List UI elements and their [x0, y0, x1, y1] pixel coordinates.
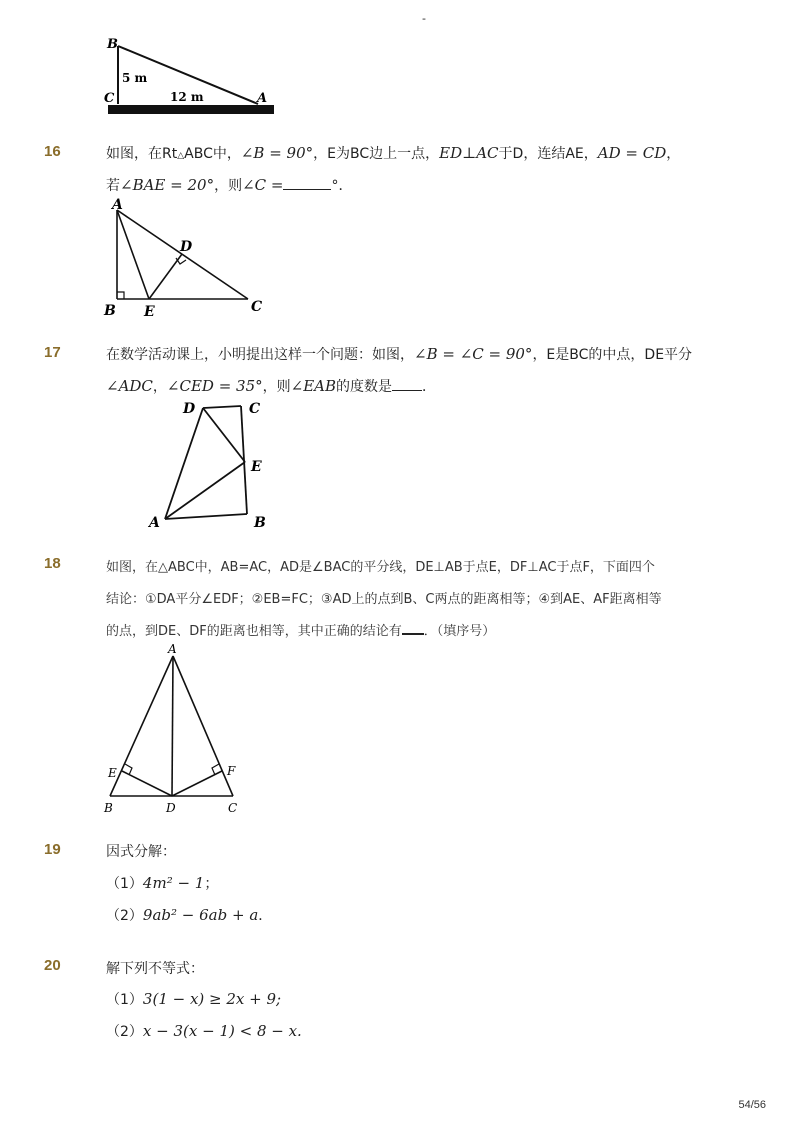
q18-line1: 如图，在△ABC中，AB=AC，AD是∠BAC的平分线，DE⊥AB于点E，DF⊥AC于点F，下面四个	[106, 560, 655, 575]
part-label: （1）	[106, 992, 143, 1008]
fig18-label-d: D	[166, 801, 176, 815]
q16-text: ，	[666, 146, 681, 162]
fig18-label-e: E	[108, 766, 117, 780]
fig16-label-e: E	[144, 304, 155, 320]
question-number: 17	[44, 344, 61, 361]
q19-math: 4m² − 1	[142, 874, 205, 892]
q17-math: ∠EAB	[290, 377, 336, 395]
fig18-ab	[110, 656, 173, 796]
fig16-ae	[117, 210, 149, 299]
q19-math: 9ab² − 6ab + a	[142, 906, 259, 924]
q19-part1	[106, 873, 218, 893]
q20-part1	[106, 989, 281, 1009]
fig17-ba	[165, 514, 247, 519]
triangle-icon: △	[177, 151, 185, 161]
figure-q17	[145, 396, 275, 536]
question-number: 19	[44, 841, 61, 858]
q20-math: 3(1 − x) ≥ 2x + 9;	[142, 990, 282, 1008]
fig17-de	[203, 408, 245, 462]
q17-text: ，E是BC的中点，DE平分	[532, 347, 693, 363]
q16-text: °．	[331, 178, 353, 194]
q17-text: ，	[152, 379, 167, 395]
q18-text: ．（填序号）	[423, 624, 496, 639]
q20-math: x − 3(x − 1) < 8 − x.	[142, 1022, 302, 1040]
q16-math: AD = CD	[597, 144, 667, 162]
top-mark: -	[422, 12, 426, 25]
fig17-label-b: B	[254, 515, 266, 531]
q17-math: ∠ADC	[106, 377, 153, 395]
q19-text: ．	[258, 908, 273, 924]
q19-part2	[106, 905, 272, 925]
fig16-right-angle-b	[117, 292, 124, 299]
q20-part2	[106, 1021, 302, 1041]
q16-text: ABC中，	[184, 146, 241, 162]
q16-text: 若	[106, 178, 120, 194]
part-label: （2）	[106, 1024, 143, 1040]
fig15-label-c: C	[104, 91, 115, 106]
fig18-label-b: B	[104, 801, 113, 815]
fig16-label-d: D	[180, 239, 193, 255]
answer-blank	[392, 378, 422, 391]
q16-text: ，E为BC边上一点，	[313, 146, 440, 162]
q17-line1	[106, 344, 692, 364]
fig17-label-c: C	[249, 401, 261, 417]
q16-line2	[106, 175, 352, 195]
q16-text: 如图，在Rt	[106, 146, 178, 162]
fig18-ad	[172, 656, 173, 796]
fig15-label-bc: 5 m	[122, 71, 148, 85]
fig17-label-a: A	[149, 515, 160, 531]
figure-q16	[100, 196, 270, 322]
q16-math: ED⊥AC	[439, 144, 499, 162]
answer-blank	[283, 177, 331, 190]
q16-math: ∠C =	[242, 176, 284, 194]
q18-line2: 结论：①DA平分∠EDF；②EB=FC；③AD上的点到B、C两点的距离相等；④到AE、AF距离相等	[106, 592, 662, 607]
part-label: （2）	[106, 908, 143, 924]
figure-q15	[100, 34, 285, 119]
fig17-label-e: E	[251, 459, 262, 475]
fig17-label-d: D	[183, 401, 196, 417]
q17-text: 的度数是	[336, 379, 392, 395]
q16-math: ∠BAE = 20°	[120, 176, 215, 194]
fig15-ground	[108, 105, 274, 114]
q18-text: 的点，到DE、DF的距离也相等，其中正确的结论有	[106, 624, 402, 639]
q17-text: ，则	[262, 379, 291, 395]
q16-text: ，则	[214, 178, 243, 194]
figure-q18	[100, 640, 250, 820]
fig16-ed	[149, 254, 182, 299]
page-number: 54/56	[738, 1099, 766, 1111]
fig18-label-c: C	[228, 801, 238, 815]
fig17-ad	[165, 408, 203, 519]
fig18-ac	[173, 656, 233, 796]
fig15-label-ca: 12 m	[170, 90, 204, 104]
question-number: 18	[44, 555, 61, 572]
fig17-dc	[203, 406, 241, 408]
fig15-label-b: B	[107, 37, 118, 52]
q19-title: 因式分解：	[106, 844, 176, 860]
question-number: 16	[44, 143, 61, 160]
q17-math: ∠B = ∠C = 90°	[414, 345, 533, 363]
fig16-label-c: C	[251, 299, 263, 315]
q20-title: 解下列不等式：	[106, 961, 204, 977]
q17-line2	[106, 376, 436, 396]
q17-text: ．	[422, 379, 436, 395]
q16-line1	[106, 143, 680, 163]
q18-line3	[106, 620, 495, 639]
q19-text: ；	[204, 876, 219, 892]
fig17-ae	[165, 462, 245, 519]
q17-math: ∠CED = 35°	[166, 377, 263, 395]
question-number: 20	[44, 957, 61, 974]
q16-math: ∠B = 90°	[240, 144, 314, 162]
fig16-label-b: B	[104, 303, 116, 319]
fig16-label-a: A	[112, 197, 123, 213]
part-label: （1）	[106, 876, 143, 892]
q16-text: 于D，连结AE，	[498, 146, 598, 162]
fig18-label-a: A	[168, 642, 177, 656]
fig15-label-a: A	[257, 91, 268, 106]
q17-text: 在数学活动课上，小明提出这样一个问题：如图，	[106, 347, 414, 363]
fig18-label-f: F	[227, 764, 236, 778]
answer-blank	[402, 621, 424, 635]
